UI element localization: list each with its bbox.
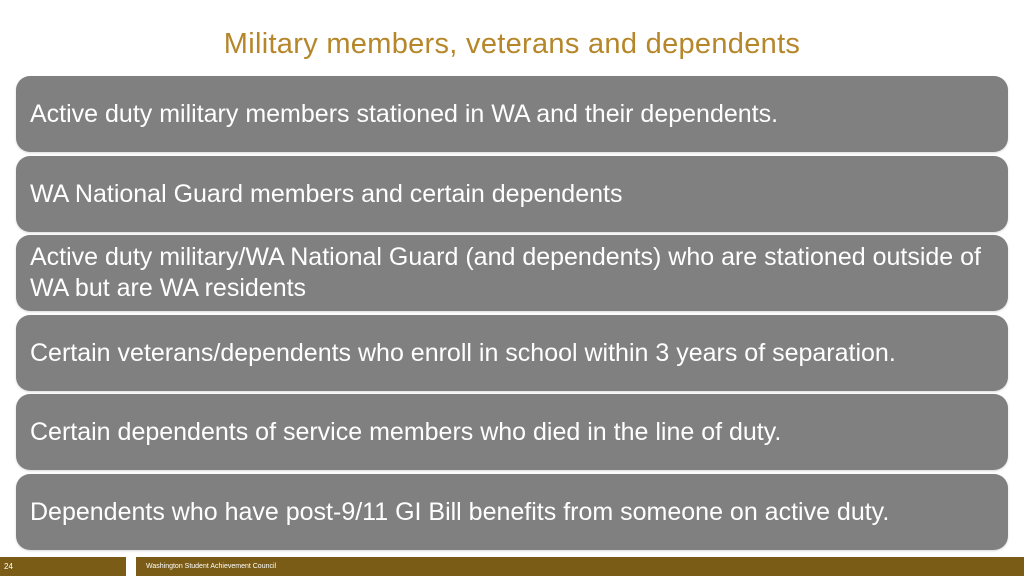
list-item-active-duty: Active duty military members stationed in WA and their dependents. xyxy=(16,76,1008,152)
list-item-died-in-duty: Certain dependents of service members who died in the line of duty. xyxy=(16,394,1008,470)
list-item-gi-bill: Dependents who have post-9/11 GI Bill benefits from someone on active duty. xyxy=(16,474,1008,550)
page-number: 24 xyxy=(0,557,126,576)
list-item-veterans: Certain veterans/dependents who enroll in school within 3 years of separation. xyxy=(16,315,1008,391)
list-item-stationed-outside: Active duty military/WA National Guard (and dependents) who are stationed outside of WA but are WA residents xyxy=(16,235,1008,311)
footer xyxy=(0,557,1024,576)
footer-organization: Washington Student Achievement Council xyxy=(136,557,1024,576)
list-item-national-guard: WA National Guard members and certain dependents xyxy=(16,156,1008,232)
slide-title: Military members, veterans and dependents xyxy=(223,28,801,60)
